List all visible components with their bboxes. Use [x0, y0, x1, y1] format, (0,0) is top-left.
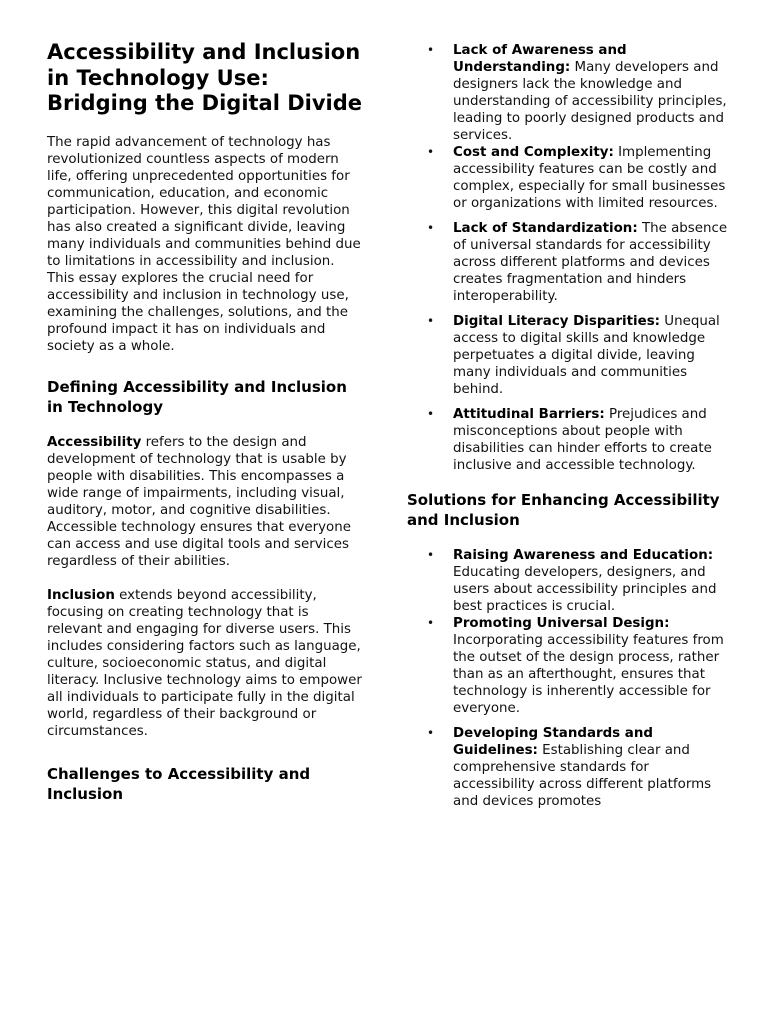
list-item-term: Raising Awareness and Education:	[453, 548, 714, 563]
heading-defining: Defining Accessibility and Inclusion in Technology	[47, 377, 347, 416]
list-item	[407, 220, 729, 305]
list-item-term: Developing Standards and Guidelines:	[453, 726, 653, 758]
inclusion-paragraph	[47, 587, 365, 740]
list-item-term: Digital Literacy Disparities:	[453, 314, 661, 329]
list-item-term: Attitudinal Barriers:	[453, 407, 605, 422]
bullet-icon: •	[427, 726, 435, 740]
list-item-term: Lack of Awareness and Understanding:	[453, 43, 627, 75]
right-column	[407, 42, 729, 810]
list-item-term: Cost and Complexity:	[453, 145, 614, 160]
list-item-text: Unequal access to digital skills and knowledge perpetuates a digital divide, leaving many individuals and communities behind.	[453, 314, 720, 397]
heading-solutions: Solutions for Enhancing Accessibility and Inclusion	[407, 491, 720, 529]
list-item	[407, 725, 729, 810]
accessibility-text: refers to the design and development of technology that is usable by people with disabilities. This encompasses a wide range of impairments, including visual, auditory, motor, and cognitive disabilities. Accessible technology ensures that everyone can access and use digital tools and services regardless of their abilities.	[47, 434, 351, 569]
list-item-text: The absence of universal standards for accessibility across different platforms and devices creates fragmentation and hinders interoperability.	[453, 221, 728, 304]
bullet-icon: •	[427, 548, 435, 562]
list-item-text: Prejudices and misconceptions about people with disabilities can hinder efforts to create inclusive and accessible technology.	[453, 407, 712, 473]
list-item	[407, 313, 729, 398]
bullet-icon: •	[427, 221, 435, 235]
list-item	[407, 42, 729, 144]
inclusion-text: extends beyond accessibility, focusing on creating technology that is relevant and engaging for diverse users. This includes considering factors such as language, culture, socioeconomic status, and digital literacy. Inclusive technology aims to empower all individuals to participate fully in the digital world, regardless of their background or circumstances.	[47, 587, 362, 739]
list-item	[407, 615, 729, 717]
list-item-text: Many developers and designers lack the knowledge and understanding of accessibility principles, leading to poorly designed products and services.	[453, 60, 727, 143]
solutions-list	[407, 547, 729, 810]
list-item-text: Educating developers, designers, and users about accessibility principles and best practices is crucial.	[453, 565, 717, 614]
bullet-icon: •	[427, 314, 435, 328]
document-title: Accessibility and Inclusion in Technology Use: Bridging the Digital Divide	[47, 40, 363, 115]
list-item	[407, 406, 729, 474]
challenges-list	[407, 42, 729, 474]
list-item	[407, 547, 729, 615]
list-item-term: Lack of Standardization:	[453, 221, 638, 236]
list-item	[407, 144, 729, 212]
bullet-icon: •	[427, 43, 435, 57]
inclusion-term: Inclusion	[47, 587, 115, 603]
list-item-term: Promoting Universal Design:	[453, 616, 670, 631]
list-item-text: Implementing accessibility features can be costly and complex, especially for small businesses or organizations with limited resources.	[453, 145, 726, 211]
bullet-icon: •	[427, 145, 435, 159]
bullet-icon: •	[427, 407, 435, 421]
accessibility-paragraph	[47, 434, 365, 570]
bullet-icon: •	[427, 616, 435, 630]
left-column	[47, 40, 365, 804]
list-item-text: Incorporating accessibility features from the outset of the design process, rather than as an afterthought, ensures that technology is inherently accessible for everyone.	[453, 633, 724, 716]
intro-paragraph: The rapid advancement of technology has revolutionized countless aspects of modern life, offering unprecedented opportunities for communication, education, and economic participation. However, this digital revolution has also created a significant divide, leaving many individuals and communities behind due to limitations in accessibility and inclusion. This essay explores the crucial need for accessibility and inclusion in technology use, examining the challenges, solutions, and the profound impact it has on individuals and society as a whole.	[47, 134, 361, 354]
accessibility-term: Accessibility	[47, 434, 142, 450]
list-item-text: Establishing clear and comprehensive standards for accessibility across different platforms and devices promotes	[453, 743, 712, 809]
heading-challenges: Challenges to Accessibility and Inclusion	[47, 764, 311, 803]
